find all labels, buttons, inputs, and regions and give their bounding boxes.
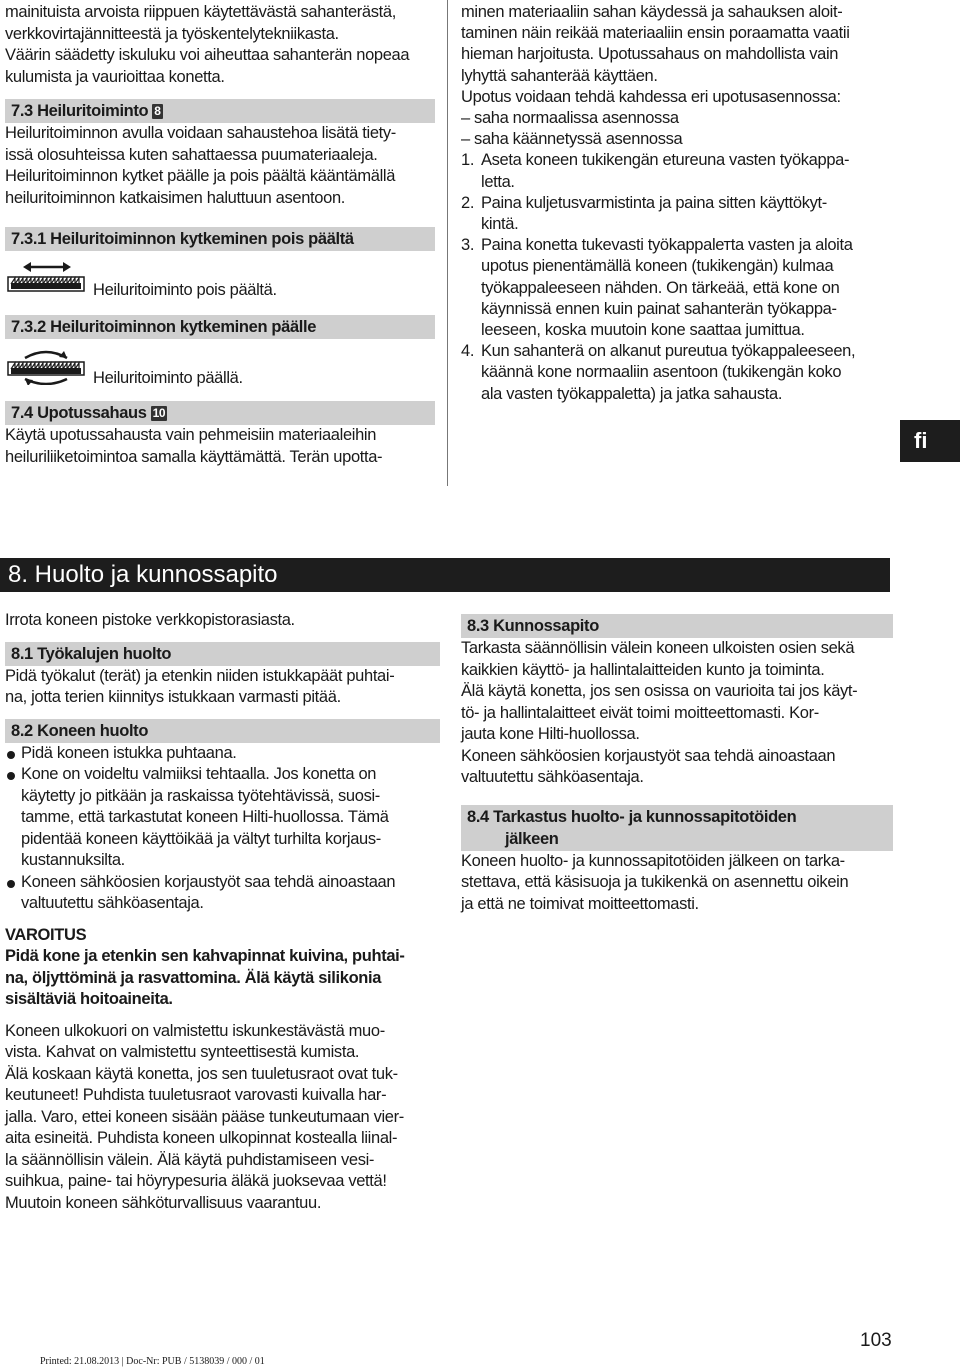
body-line: Koneen sähköosien korjaustyöt saa tehdä ainoastaan (461, 746, 836, 765)
top-right-column (461, 2, 891, 405)
step-line: käynnissä ennen kuin painat sahanterän työkappa- (481, 299, 837, 318)
pendulum-on-icon (5, 349, 87, 385)
bullet-item (5, 764, 440, 872)
pendulum-on-row (5, 345, 435, 385)
body-line: hieman harjoitusta. Upotussahaus on mahdollista vain (461, 45, 839, 64)
body-line: heiluritoiminnon katkaisimen haluttuun asentoon. (5, 188, 346, 207)
bullet-dot (5, 872, 21, 915)
body-line: vista. Kahvat on valmistettu synteettisestä kumista. (5, 1043, 360, 1061)
bullet-line: kustannuksilta. (21, 851, 125, 869)
step-line: Paina konetta tukevasti työkappalетta vasten ja aloita (481, 236, 853, 255)
section-heading-8-3 (461, 614, 893, 638)
body-line: jauta kone Hilti-huollossa. (461, 725, 640, 743)
bullet-line: käytetty jo pitkään ja raskaissa työtehtävissä, suosi- (21, 786, 380, 805)
step-line: työkappaleeseen nähden. On tärkeää, että kone on (481, 278, 840, 297)
body-line: na, jotta terien kiinnitys istukkaan varmasti pitää. (5, 688, 341, 706)
bullet-item (5, 872, 440, 915)
body-line: stettava, että käsisuoja ja tukikenkä on asennettu oikein (461, 873, 849, 891)
body-line: Älä käytä konetta, jos sen osissa on vaurioita tai jos käyt- (461, 682, 858, 700)
section-heading-7-4 (5, 401, 435, 425)
step-line: leeseen, koska muutoin kone saattaa jumittua. (481, 321, 805, 340)
step-line: Aseta koneen tukikengän etureuna vasten työkappa- (481, 151, 850, 170)
section-heading-text: 7.3.2 Heiluritoiminnon kytkeminen päälle (11, 318, 317, 336)
page-number: 103 (860, 1330, 892, 1351)
step-number: 4. (461, 342, 475, 361)
body-line: la säännöllisin välein. Älä käytä puhdistamiseen vesi- (5, 1150, 375, 1169)
section-heading-text: 8.1 Työkalujen huolto (11, 644, 172, 663)
step-item (461, 341, 891, 405)
body-line: Tarkasta säännöllisin välein koneen ulkoisten osien sekä (461, 639, 855, 657)
body-line: heiluriliiketoimintoa samalla käyttämättä. Terän upotta- (5, 447, 383, 466)
step-line: letta. (481, 172, 515, 191)
section-heading-text: 8.2 Koneen huolto (11, 721, 149, 740)
dash-item: – saha käännetyssä asennossa (461, 130, 683, 149)
body-line: minen materiaaliin sahan käydessä ja sahauksen aloit- (461, 3, 843, 21)
intro-line: mainituista arvoista riippuen käytettävästä sahanterästä, (5, 3, 396, 21)
body-line: Heiluritoiminnon avulla voidaan sahaustehoa lisätä tiety- (5, 124, 396, 142)
bullet-dot (5, 764, 21, 872)
figure-reference-badge: 8 (154, 104, 161, 118)
step-line: Paina kuljetusvarmistinta ja paina sitten käyttökyt- (481, 193, 827, 212)
section-heading-text: 7.3 Heiluritoiminto (11, 102, 149, 120)
top-left-column (5, 2, 435, 468)
body-line: aita esineitä. Puhdista koneen ulkopinnat kostealla liinal- (5, 1129, 398, 1147)
bullet-line: tamme, että tarkastutat koneen Hilti-huollossa. Tämä (21, 808, 389, 826)
chapter-title: 8. Huolto ja kunnossapito (8, 561, 278, 588)
pendulum-off-row (5, 257, 435, 297)
column-divider (447, 0, 448, 486)
step-line: ala vasten työkappaletta) ja jatka sahausta. (481, 384, 783, 403)
body-line: Älä koskaan käytä konetta, jos sen tuuletusraot ovat tuk- (5, 1064, 398, 1083)
step-line: upotus pienentämällä koneen (tukikengän) kulmaa (481, 257, 834, 276)
intro-line: kulumista ja vaurioittaa konetta. (5, 67, 225, 86)
dash-item: – saha normaalissa asennossa (461, 109, 679, 128)
section-heading-8-2 (5, 719, 440, 743)
pendulum-off-text: Heiluritoiminto pois päältä. (93, 280, 277, 299)
section-heading-text: 8.3 Kunnossapito (467, 617, 599, 635)
body-line: keutuneet! Puhdista tuuletusraot varovasti kuivalla har- (5, 1086, 387, 1104)
warning-line: Pidä kone ja etenkin sen kahvapinnat kuivina, puhtai- (5, 947, 405, 965)
warning-line: sisältäviä hoitoaineita. (5, 990, 173, 1008)
body-line: Käytä upotussahausta vain pehmeisiin materiaaleihin (5, 426, 377, 444)
body-line: Upotus voidaan tehdä kahdessa eri upotusasennossa: (461, 87, 841, 106)
section-heading-7-3-1 (5, 227, 435, 251)
body-line: Muutoin koneen sähköturvallisuus vaarantuu. (5, 1193, 322, 1212)
step-item (461, 150, 891, 192)
section-heading-text: 8.4 Tarkastus huolto- ja kunnossapitotöiden (467, 807, 797, 826)
body-line: Heiluritoiminnon kytket päälle ja pois päältä kääntämällä (5, 167, 396, 185)
body-line: Koneen ulkokuori on valmistettu iskunkestävästä muo- (5, 1021, 385, 1040)
intro-line: Väärin säädetty iskuluku voi aiheuttaa sahanterän nopeaa (5, 46, 410, 64)
warning-line: na, öljyttöminä ja rasvattomina. Älä käytä silikonia (5, 968, 382, 987)
bullet-line: Kone on voideltu valmiiksi tehtaalla. Jos konetta on (21, 765, 377, 783)
chapter-heading-bar (0, 558, 890, 592)
step-item (461, 193, 891, 235)
bottom-left-column (5, 610, 440, 1214)
warning-title: VAROITUS (5, 925, 87, 944)
section-heading-text: 7.3.1 Heiluritoiminnon kytkeminen pois päältä (11, 230, 354, 248)
bottom-right-column (461, 614, 893, 915)
figure-reference-badge: 10 (152, 406, 166, 420)
body-line: suihkua, paine- tai höyrypesuria äläkä juoksevaa vettä! (5, 1172, 387, 1190)
language-tab: fi (900, 420, 960, 462)
body-line: tö- ja hallintalaitteet eivät toimi moitteettomasti. Kor- (461, 703, 819, 722)
body-line: taminen näin reikää materiaaliin ensin poraamatta vaatii (461, 24, 850, 43)
body-line: jalla. Varo, ettei koneen sisään pääse tunkeutumaan vier- (5, 1107, 404, 1126)
pendulum-on-text: Heiluritoiminto päällä. (93, 368, 243, 387)
body-line: Koneen huolto- ja kunnossapitotöiden jälkeen on tarka- (461, 851, 845, 870)
intro-line: Irrota koneen pistoke verkkopistorasiasta. (5, 611, 295, 629)
bullet-dot (5, 743, 21, 765)
section-heading-8-4 (461, 805, 893, 851)
pendulum-off-icon (5, 261, 87, 297)
body-line: valtuutettu sähköasentaja. (461, 768, 644, 786)
body-line: lyhyttä sahanterää käyttäen. (461, 66, 658, 85)
body-line: kaikkien käyttö- ja hallintalaitteiden kunto ja toiminta. (461, 660, 825, 679)
step-number: 2. (461, 193, 475, 212)
step-number: 3. (461, 236, 475, 255)
section-heading-7-3 (5, 99, 435, 123)
bullet-line: valtuutettu sähköasentaja. (21, 894, 204, 912)
body-line: issä olosuhteissa kuten sahattaessa puumateriaaleja. (5, 145, 378, 164)
step-number: 1. (461, 151, 475, 170)
bullet-line: pidentää koneen käyttöikää ja vältyt turhilta korjaus- (21, 829, 381, 848)
step-line: käännä kone normaaliin asentoon (tukikengän koko (481, 363, 842, 382)
section-heading-text: jälkeen (505, 829, 559, 848)
section-heading-text: 7.4 Upotussahaus (11, 404, 147, 422)
body-line: ja että ne toimivat moitteettomasti. (461, 894, 699, 913)
care-paragraph (5, 1021, 440, 1215)
intro-line: verkkovirtajännitteestä ja työskentelytekniikasta. (5, 24, 339, 43)
step-item (461, 235, 891, 341)
print-footer: Printed: 21.08.2013 | Doc-Nr: PUB / 5138039 / 000 / 01 (40, 1356, 265, 1367)
bullet-line: Pidä koneen istukka puhtaana. (21, 743, 237, 762)
bullet-item (5, 743, 440, 765)
body-line: Pidä työkalut (terät) ja etenkin niiden istukkapäät puhtai- (5, 666, 395, 685)
step-line: kintä. (481, 215, 519, 234)
bullet-line: Koneen sähköosien korjaustyöt saa tehdä ainoastaan (21, 872, 396, 891)
step-line: Kun sahanterä on alkanut pureutua työkappaleeseen, (481, 342, 856, 361)
section-heading-7-3-2 (5, 315, 435, 339)
section-heading-8-1 (5, 642, 440, 666)
